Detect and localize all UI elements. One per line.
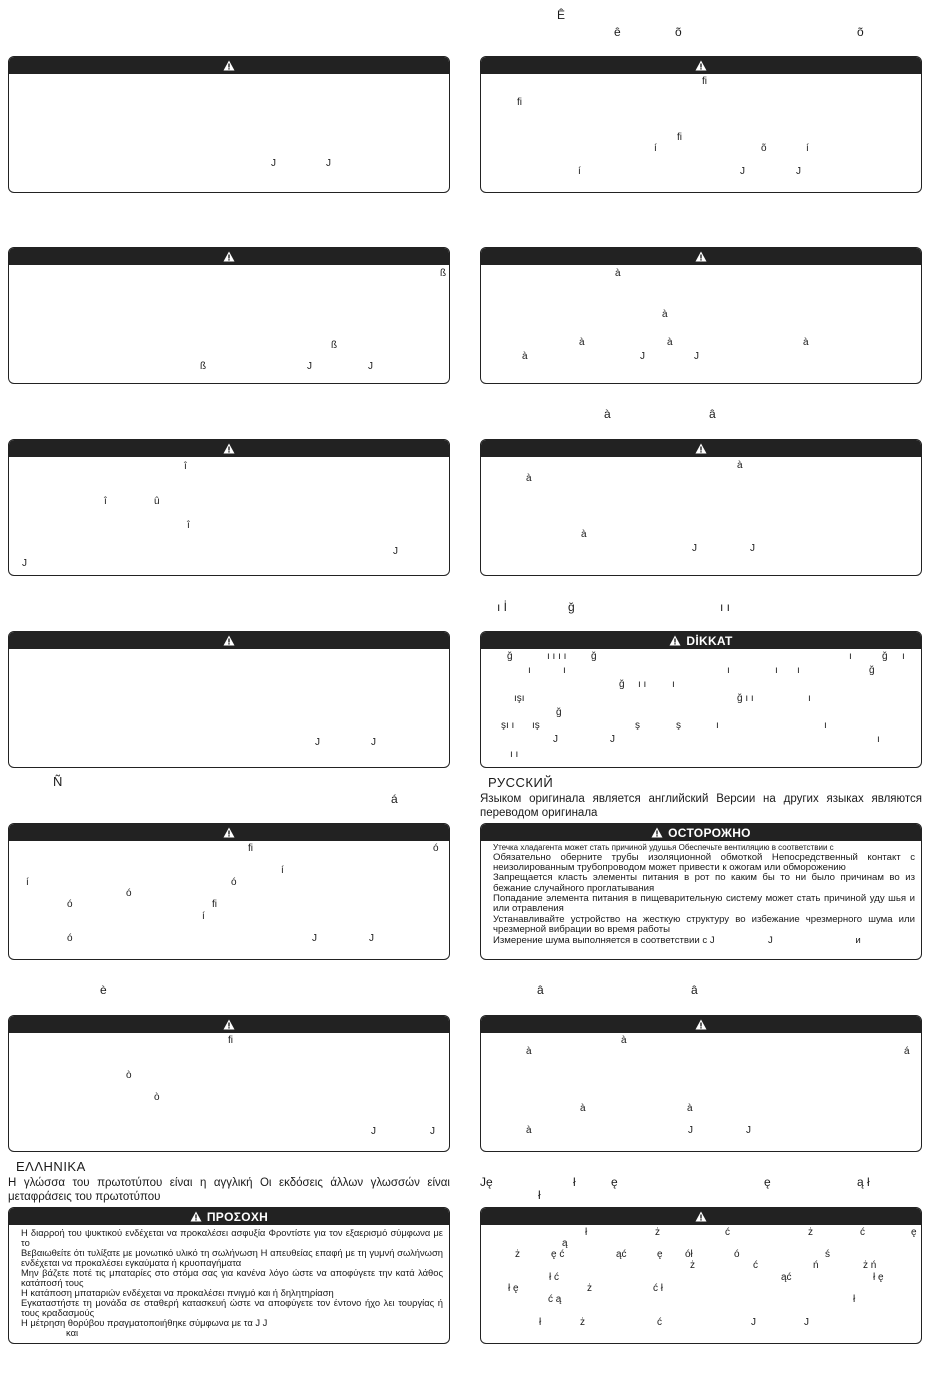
text-fragment: à — [580, 1103, 586, 1114]
text-fragment: ğ — [556, 707, 562, 718]
text-fragment: ğ — [869, 665, 875, 676]
warning-bar — [9, 248, 449, 265]
text-fragment: J — [312, 933, 317, 944]
warning-bar — [481, 57, 921, 74]
text-fragment: ı — [672, 679, 675, 690]
warning-bar — [9, 824, 449, 841]
warning-box — [480, 247, 922, 384]
text-fragment: J — [371, 1126, 376, 1137]
text-fragment: Ñ — [53, 774, 63, 789]
text-fragment: à — [604, 407, 611, 421]
text-fragment: à — [526, 473, 532, 484]
text-fragment: ß — [440, 268, 447, 279]
text-fragment: J — [307, 361, 312, 372]
warning-line: Η διαρροή του ψυκτικού ενδέχεται να προκαλέσει ασφυξία Φροντίστε για τον εξαερισμό σύμφωνα με το — [21, 1227, 443, 1248]
text-fragment: ğ — [591, 651, 597, 662]
warning-triangle-icon — [190, 1211, 202, 1222]
text-fragment: J — [315, 737, 320, 748]
warning-bar — [481, 440, 921, 457]
text-fragment: Ję — [480, 1175, 493, 1189]
warning-bar — [481, 824, 921, 841]
text-fragment: ı ı — [720, 600, 731, 614]
text-fragment: ż — [580, 1317, 585, 1328]
text-fragment: ó — [126, 888, 132, 899]
text-fragment: à — [687, 1103, 693, 1114]
text-fragment: ı ı — [638, 679, 647, 690]
warning-line: Μην βάζετε ποτέ τις μπαταρίες στο στόμα σας για κανένα λόγο ώστε να αποφύγετε την κατά λάθος κατάποσή τους — [21, 1266, 443, 1288]
text-fragment: è — [100, 983, 107, 997]
text-fragment: ł — [538, 1188, 541, 1202]
text-fragment: í — [26, 877, 29, 888]
text-fragment: ı — [808, 693, 811, 704]
text-fragment: J — [610, 734, 615, 745]
warning-line: Обязательно оберните трубы изоляционной обмоткой Непосредственный контакт с неизолированным трубопроводом может привести к ожогам или обморожению — [493, 851, 915, 873]
text-fragment: ğ — [568, 600, 575, 614]
text-fragment: ąć — [616, 1249, 627, 1260]
warning-triangle-icon — [695, 1211, 707, 1222]
warning-triangle-icon — [223, 443, 235, 454]
text-fragment: ış — [532, 720, 540, 731]
text-fragment: J — [393, 546, 398, 557]
warning-triangle-icon — [695, 60, 707, 71]
text-fragment: ğ — [882, 651, 888, 662]
text-fragment: ć ą — [548, 1294, 562, 1305]
warning-bar — [9, 1208, 449, 1225]
text-fragment: à — [526, 1046, 532, 1057]
warning-line: και — [66, 1326, 79, 1338]
text-fragment: ż — [690, 1260, 695, 1271]
warning-bar — [481, 1208, 921, 1225]
text-fragment: ą — [562, 1238, 568, 1249]
text-fragment: û — [154, 496, 160, 507]
text-fragment: ò — [126, 1070, 132, 1081]
warning-label: ΠΡΟΣΟΧΗ — [206, 1209, 269, 1224]
text-fragment: ł — [539, 1317, 542, 1328]
text-fragment: ı — [775, 665, 778, 676]
text-fragment: J — [692, 543, 697, 554]
text-fragment: à — [579, 337, 585, 348]
warning-box — [480, 56, 922, 193]
text-fragment: í — [578, 166, 581, 177]
warning-box — [8, 823, 450, 960]
warning-triangle-icon — [651, 827, 663, 838]
text-fragment: ı — [716, 720, 719, 731]
text-fragment: à — [522, 351, 528, 362]
warning-box — [480, 1015, 922, 1152]
text-fragment: fi — [228, 1035, 233, 1046]
text-fragment: ışı — [514, 693, 525, 704]
text-fragment: ń — [813, 1260, 819, 1271]
warning-box — [480, 439, 922, 576]
text-fragment: ó — [67, 899, 73, 910]
text-fragment: ł ę — [873, 1272, 884, 1283]
text-fragment: à — [526, 1125, 532, 1136]
text-fragment: ı — [849, 651, 852, 662]
text-fragment: á — [391, 792, 398, 806]
text-fragment: ę ć — [551, 1249, 565, 1260]
warning-box — [8, 247, 450, 384]
text-fragment: ę — [611, 1175, 618, 1189]
text-fragment: ó — [231, 877, 237, 888]
greek-heading: ΕΛΛΗΝΙΚΑ — [16, 1159, 86, 1174]
text-fragment: fi — [517, 97, 522, 108]
text-fragment: ć — [753, 1260, 758, 1271]
warning-line: Утечка хладагента может стать причиной удушья Обеспечьте вентиляцию в соответствии с — [493, 843, 834, 852]
warning-bar — [9, 1016, 449, 1033]
text-fragment: î — [104, 496, 107, 507]
text-fragment: ół — [685, 1249, 693, 1260]
text-fragment: ı ı — [510, 749, 519, 760]
text-fragment: ı ı ı ı — [547, 651, 567, 662]
warning-box — [8, 439, 450, 576]
text-fragment: ć — [860, 1227, 865, 1238]
warning-line: Η μέτρηση θορύβου πραγματοποιήθηκε σύμφωνα με τα J J — [21, 1316, 268, 1328]
text-fragment: ć — [725, 1227, 730, 1238]
warning-triangle-icon — [223, 60, 235, 71]
text-fragment: J — [368, 361, 373, 372]
warning-triangle-icon — [223, 1019, 235, 1030]
text-fragment: í — [281, 865, 284, 876]
text-fragment: ż — [655, 1227, 660, 1238]
russian-heading: РУССКИЙ — [488, 775, 554, 790]
text-fragment: ś — [825, 1249, 830, 1260]
text-fragment: ı — [528, 665, 531, 676]
text-fragment: J — [740, 166, 745, 177]
text-fragment: î — [187, 520, 190, 531]
text-fragment: J — [553, 734, 558, 745]
text-fragment: ß — [331, 340, 338, 351]
warning-line: Εγκαταστήστε τη μονάδα σε σταθερή κατασκευή ώστε να αποφύγετε τον έντονο ήχο λει τουργίας ή τους κραδασμούς — [21, 1296, 443, 1318]
text-fragment: ó — [67, 933, 73, 944]
text-fragment: ğ ı ı — [737, 693, 754, 704]
text-fragment: à — [662, 309, 668, 320]
text-fragment: ę — [911, 1227, 917, 1238]
warning-bar — [9, 632, 449, 649]
text-fragment: ż ń — [863, 1260, 877, 1271]
text-fragment: í — [806, 143, 809, 154]
text-fragment: â — [537, 983, 544, 997]
warning-bar — [481, 248, 921, 265]
warning-line: Η κατάποση μπαταριών ενδέχεται να προκαλέσει πνιγμό και ή δηλητηρίαση — [21, 1286, 334, 1298]
text-fragment: J — [271, 158, 276, 169]
text-fragment: ğ — [507, 651, 513, 662]
text-fragment: fi — [702, 76, 707, 87]
warning-line: Измерение шума выполняется в соответствии с J J и — [493, 934, 861, 946]
text-fragment: ąć — [781, 1272, 792, 1283]
text-fragment: ş — [635, 720, 640, 731]
text-fragment: î — [184, 461, 187, 472]
text-fragment: şı ı — [501, 720, 515, 731]
warning-bar — [9, 57, 449, 74]
text-fragment: ğ — [619, 679, 625, 690]
text-fragment: ć — [657, 1317, 662, 1328]
text-fragment: ó — [433, 843, 439, 854]
text-fragment: J — [796, 166, 801, 177]
text-fragment: ı — [563, 665, 566, 676]
warning-triangle-icon — [669, 635, 681, 646]
text-fragment: ß — [200, 361, 207, 372]
warning-line: Запрещается класть элементы питания в рот по каким бы то ни было причинам во из бежание случайного проглатывания — [493, 872, 915, 894]
text-fragment: ż — [808, 1227, 813, 1238]
text-fragment: ł — [853, 1294, 856, 1305]
warning-label: ОСТОРОЖНО — [668, 825, 751, 840]
text-fragment: J — [371, 737, 376, 748]
warning-triangle-icon — [223, 251, 235, 262]
text-fragment: J — [804, 1317, 809, 1328]
text-fragment: à — [621, 1035, 627, 1046]
warning-line: Βεβαιωθείτε ότι τυλίξατε με μονωτικό υλικό τη σωλήνωση Η απευθείας επαφή με τη γυμνή σωλήνωση ενδέχεται να προκαλέσει εγκαύματα ή κρυοπαγήματα — [21, 1246, 443, 1268]
text-fragment: à — [581, 529, 587, 540]
text-fragment: ć ł — [653, 1283, 663, 1294]
text-fragment: fi — [212, 899, 217, 910]
text-fragment: ş — [676, 720, 681, 731]
text-fragment: ı İ — [497, 600, 508, 614]
top-fragment: õ — [857, 25, 864, 39]
warning-box — [8, 631, 450, 768]
text-fragment: J — [750, 543, 755, 554]
warning-triangle-icon — [223, 827, 235, 838]
warning-box — [8, 56, 450, 193]
text-fragment: J — [640, 351, 645, 362]
text-fragment: ł — [585, 1227, 588, 1238]
text-fragment: õ — [761, 143, 767, 154]
text-fragment: ó — [734, 1249, 740, 1260]
text-fragment: à — [803, 337, 809, 348]
text-fragment: J — [326, 158, 331, 169]
text-fragment: fi — [248, 843, 253, 854]
text-fragment: ı — [797, 665, 800, 676]
text-fragment: J — [369, 933, 374, 944]
text-fragment: â — [691, 983, 698, 997]
text-fragment: í — [202, 911, 205, 922]
top-fragment: ê — [614, 25, 621, 39]
russian-note: Языком оригинала является английский Версии на других языках являются переводом оригинала — [480, 793, 922, 820]
text-fragment: J — [22, 558, 27, 569]
text-fragment: ò — [154, 1092, 160, 1103]
warning-label: DİKKAT — [686, 633, 733, 648]
greek-warning-box — [8, 1207, 450, 1344]
warning-line: Устанавливайте устройство на жесткую структуру во избежание чрезмерного шума или чрезмерной вибрации во время работы — [493, 913, 915, 936]
text-fragment: ı — [902, 651, 905, 662]
greek-note: Η γλώσσα του πρωτοτύπου είναι η αγγλική Οι εκδόσεις άλλων γλωσσών είναι μεταφράσεις του πρωτοτύπου — [8, 1177, 450, 1204]
text-fragment: à — [667, 337, 673, 348]
text-fragment: ł ć — [549, 1272, 559, 1283]
warning-bar — [481, 632, 921, 649]
warning-bar — [481, 1016, 921, 1033]
text-fragment: J — [746, 1125, 751, 1136]
text-fragment: á — [904, 1046, 910, 1057]
top-fragment: Ê — [557, 8, 566, 22]
russian-warning-box — [480, 823, 922, 960]
text-fragment: J — [694, 351, 699, 362]
warning-bar — [9, 440, 449, 457]
text-fragment: â — [709, 407, 716, 421]
text-fragment: J — [751, 1317, 756, 1328]
text-fragment: J — [688, 1125, 693, 1136]
text-fragment: ę — [764, 1175, 771, 1189]
text-fragment: ł ę — [508, 1283, 519, 1294]
text-fragment: ę — [657, 1249, 663, 1260]
text-fragment: ł — [573, 1175, 576, 1189]
warning-triangle-icon — [695, 251, 707, 262]
text-fragment: fi — [677, 132, 682, 143]
text-fragment: ı — [727, 665, 730, 676]
warning-triangle-icon — [695, 443, 707, 454]
warning-line: Попадание элемента питания в пищеварительную систему может стать причиной уду шья и или отравления — [493, 893, 915, 915]
text-fragment: ą ł — [857, 1175, 870, 1189]
top-fragment: õ — [675, 25, 682, 39]
text-fragment: à — [737, 460, 743, 471]
warning-triangle-icon — [223, 635, 235, 646]
text-fragment: ż — [587, 1283, 592, 1294]
text-fragment: í — [654, 143, 657, 154]
polish-warning-box — [480, 1207, 922, 1344]
text-fragment: ż — [515, 1249, 520, 1260]
text-fragment: J — [430, 1126, 435, 1137]
warning-triangle-icon — [695, 1019, 707, 1030]
text-fragment: à — [615, 268, 621, 279]
text-fragment: ı — [824, 720, 827, 731]
text-fragment: ı — [877, 734, 880, 745]
